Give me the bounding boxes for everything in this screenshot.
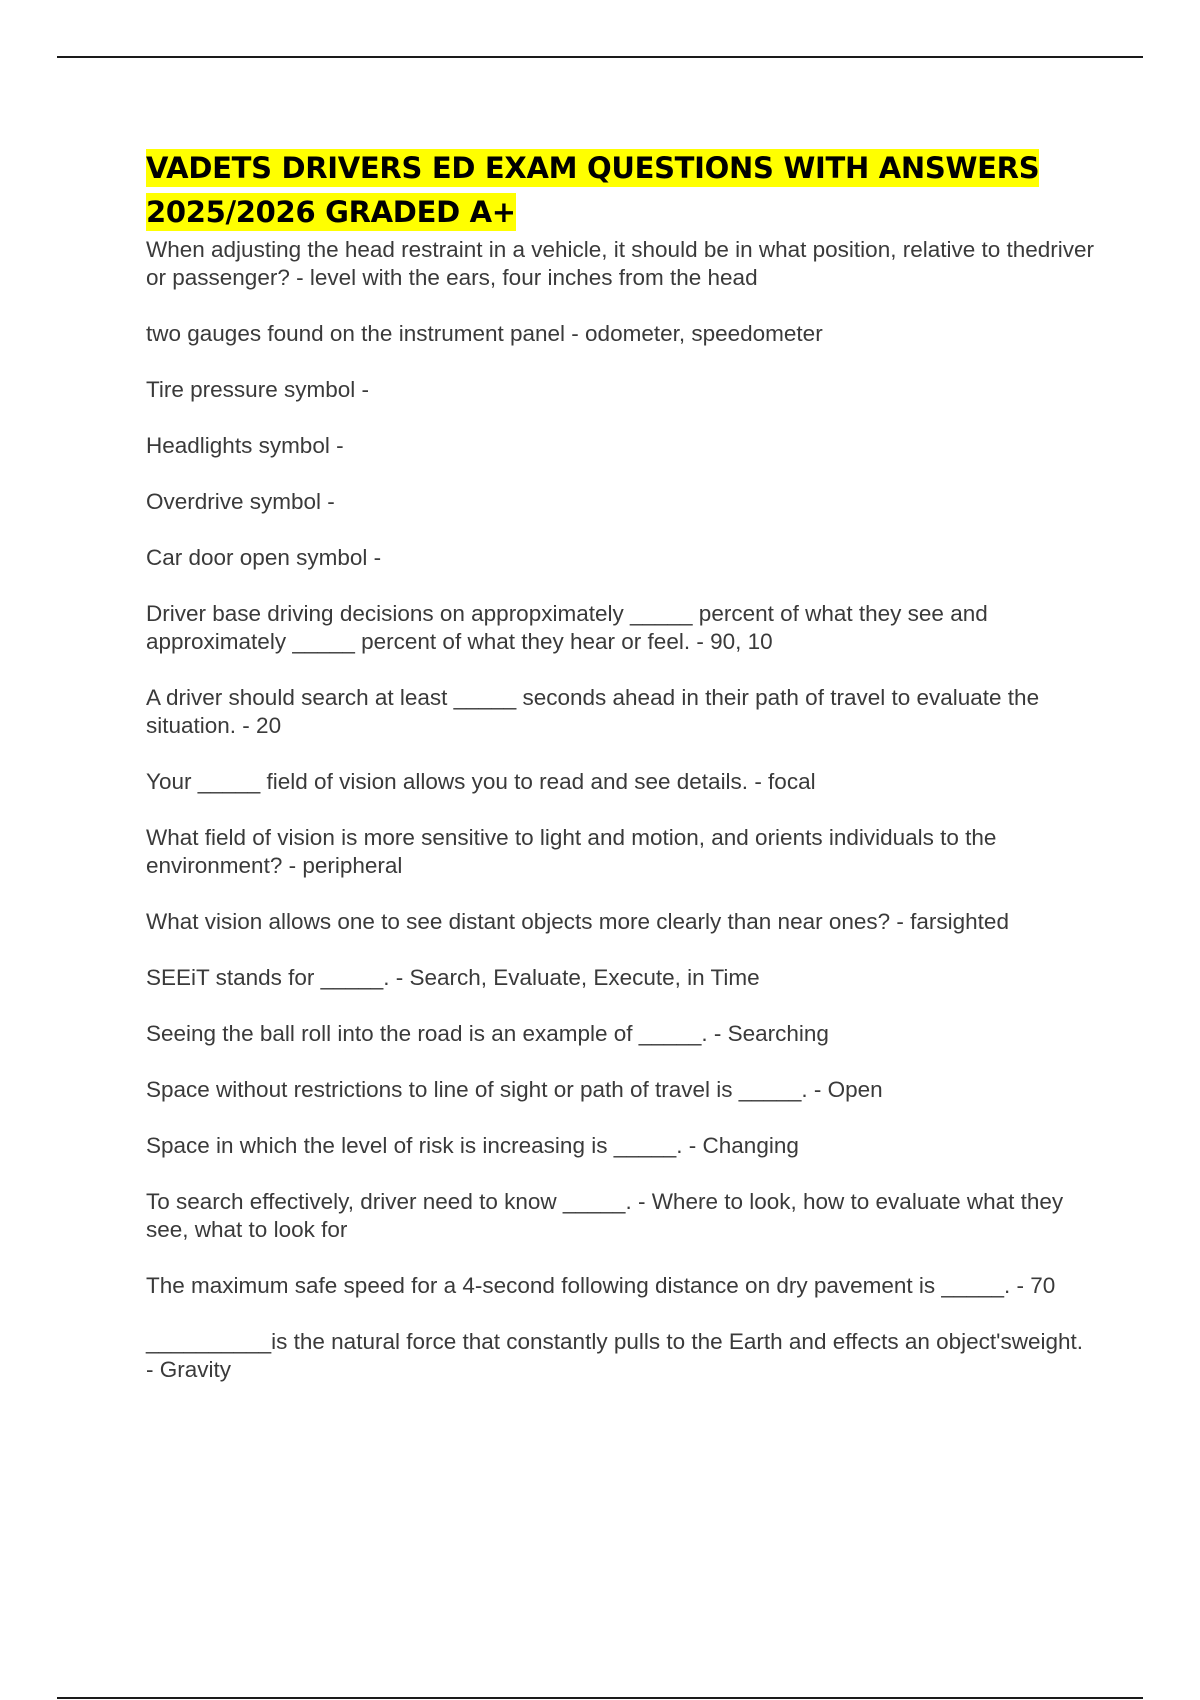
qa-item: Tire pressure symbol -: [146, 377, 369, 402]
qa-item: SEEiT stands for _____. - Search, Evaluate, Execute, in Time: [146, 965, 760, 990]
qa-item: What vision allows one to see distant objects more clearly than near ones? - farsighted: [146, 909, 1009, 934]
qa-item: Driver base driving decisions on appropximately _____ percent of what they see and approximately _____ percent of what they hear or feel. - 90, 10: [146, 601, 988, 654]
bottom-divider: [57, 1697, 1143, 1699]
qa-item: When adjusting the head restraint in a vehicle, it should be in what position, relative to thedriver or passenger? - level with the ears, four inches from the head: [146, 237, 1095, 290]
qa-item: What field of vision is more sensitive to light and motion, and orients individuals to the environment? - peripheral: [146, 825, 997, 878]
qa-item: The maximum safe speed for a 4-second following distance on dry pavement is _____. - 70: [146, 1273, 1056, 1298]
qa-item: Car door open symbol -: [146, 545, 382, 570]
qa-item: Headlights symbol -: [146, 433, 344, 458]
qa-item: A driver should search at least _____ seconds ahead in their path of travel to evaluate the situation. - 20: [146, 685, 1040, 738]
qa-item: Seeing the ball roll into the road is an example of _____. - Searching: [146, 1021, 829, 1046]
qa-item: two gauges found on the instrument panel - odometer, speedometer: [146, 321, 823, 346]
qa-item: __________is the natural force that constantly pulls to the Earth and effects an object'sweight. - Gravity: [146, 1329, 1083, 1382]
title-highlight: VADETS DRIVERS ED EXAM QUESTIONS WITH ANSWERS 2025/2026 GRADED A+: [146, 151, 1040, 229]
top-divider: [57, 56, 1143, 58]
qa-item: Space in which the level of risk is increasing is _____. - Changing: [146, 1133, 799, 1158]
qa-item: Overdrive symbol -: [146, 489, 335, 514]
qa-item: Space without restrictions to line of sight or path of travel is _____. - Open: [146, 1077, 883, 1102]
document-body: [146, 146, 1096, 1412]
qa-item: To search effectively, driver need to know _____. - Where to look, how to evaluate what they see, what to look for: [146, 1189, 1064, 1242]
qa-item: Your _____ field of vision allows you to read and see details. - focal: [146, 769, 816, 794]
document-title: [146, 146, 1096, 234]
